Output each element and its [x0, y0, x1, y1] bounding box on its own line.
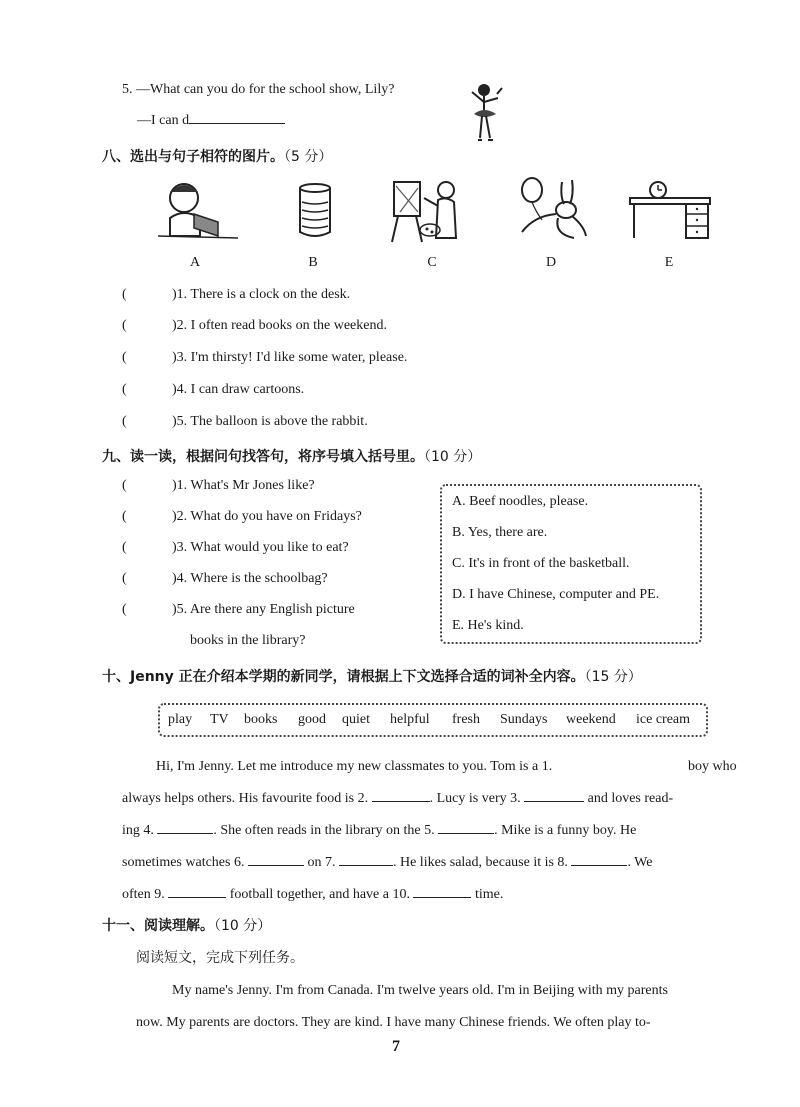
- section9-question-continuation: books in the library?: [190, 633, 306, 648]
- boy-reading-icon: [158, 178, 238, 242]
- answer-option-d: D. I have Chinese, computer and PE.: [452, 587, 660, 602]
- passage-text: . Lucy is very 3.: [429, 791, 521, 806]
- page-number: 7: [392, 1038, 400, 1055]
- passage-text: sometimes watches 6.: [122, 855, 245, 870]
- section8-item: [122, 350, 407, 366]
- section8-heading: [102, 146, 332, 166]
- clock-on-desk-icon: [628, 180, 712, 240]
- picture-label-c: C: [427, 255, 437, 270]
- section11-title: 十一、阅读理解。: [102, 918, 214, 934]
- word-bank-word: Sundays: [500, 712, 548, 727]
- question-text: )1. What's Mr Jones like?: [172, 478, 315, 493]
- passage-text: always helps others. His favourite food is 2.: [122, 791, 369, 806]
- section8-item: [122, 287, 350, 303]
- item-text: )1. There is a clock on the desk.: [172, 287, 351, 302]
- word-bank-word: ice cream: [636, 712, 691, 727]
- word-bank-word: books: [244, 712, 278, 727]
- reading-line-2: now. My parents are doctors. They are kind. I have many Chinese friends. We often play to-: [136, 1015, 651, 1030]
- answer-paren[interactable]: (: [122, 382, 127, 397]
- question-text: )5. Are there any English picture: [172, 602, 355, 617]
- passage-line-end: boy who: [688, 759, 737, 774]
- section8-item: [122, 414, 368, 430]
- section8-score: （5 分）: [284, 149, 333, 165]
- picture-label-e: E: [664, 255, 674, 270]
- reading-line-1: My name's Jenny. I'm from Canada. I'm twelve years old. I'm in Beijing with my parents: [172, 983, 668, 998]
- answer-paren[interactable]: (: [122, 287, 127, 302]
- blank-8[interactable]: [571, 864, 627, 866]
- passage-text: . She often reads in the library on the 5.: [213, 823, 435, 838]
- passage-text: on 7.: [307, 855, 336, 870]
- blank-5[interactable]: [438, 832, 494, 834]
- q5-question: 5. —What can you do for the school show, Lily?: [122, 82, 395, 97]
- passage-line: [122, 855, 653, 871]
- q5-answer-line: [137, 113, 285, 129]
- passage-line: [122, 791, 673, 807]
- item-text: )4. I can draw cartoons.: [172, 382, 305, 397]
- blank-4[interactable]: [157, 832, 213, 834]
- section9-question: [122, 571, 328, 587]
- passage-text: ing 4.: [122, 823, 154, 838]
- blank-3[interactable]: [524, 800, 584, 802]
- blank-7[interactable]: [339, 864, 393, 866]
- word-bank-box: [158, 703, 708, 737]
- section10-title: 十、Jenny 正在介绍本学期的新同学，请根据上下文选择合适的词补全内容。: [102, 669, 585, 685]
- question-text: )2. What do you have on Fridays?: [172, 509, 362, 524]
- picture-label-d: D: [545, 255, 557, 270]
- answer-option-b: B. Yes, there are.: [452, 525, 548, 540]
- passage-line: [122, 887, 503, 903]
- balloon-rabbit-icon: [514, 176, 588, 244]
- dancing-girl-icon: [466, 80, 506, 148]
- q5-blank[interactable]: [189, 122, 285, 124]
- passage-text: often 9.: [122, 887, 165, 902]
- word-bank-word: fresh: [452, 712, 480, 727]
- section11-score: （10 分）: [214, 918, 272, 934]
- section9-question: [122, 540, 349, 556]
- passage-text: . Mike is a funny boy. He: [494, 823, 637, 838]
- section10-heading: [102, 666, 642, 686]
- item-text: )2. I often read books on the weekend.: [172, 318, 387, 333]
- answer-paren[interactable]: (: [122, 478, 127, 493]
- glass-of-water-icon: [296, 182, 334, 240]
- q5-answer-prefix: —I can d: [137, 113, 190, 128]
- passage-text: . He likes salad, because it is 8.: [392, 855, 568, 870]
- word-bank-word: play: [168, 712, 193, 727]
- passage-text: and loves read-: [587, 791, 674, 806]
- section9-question: [122, 478, 315, 494]
- word-bank-word: weekend: [566, 712, 616, 727]
- item-text: )5. The balloon is above the rabbit.: [172, 414, 368, 429]
- passage-text: time.: [474, 887, 504, 902]
- answer-paren[interactable]: (: [122, 540, 127, 555]
- passage-text: football together, and have a 10.: [229, 887, 410, 902]
- section10-score: （15 分）: [584, 669, 642, 685]
- section9-heading: [102, 446, 481, 466]
- answer-paren[interactable]: (: [122, 318, 127, 333]
- word-bank-word: helpful: [390, 712, 430, 727]
- section9-question: [122, 602, 355, 618]
- answer-paren[interactable]: (: [122, 414, 127, 429]
- passage-line: [122, 823, 636, 839]
- section8-item: [122, 318, 387, 334]
- answer-option-e: E. He's kind.: [452, 618, 524, 633]
- word-bank-word: quiet: [342, 712, 370, 727]
- item-text: )3. I'm thirsty! I'd like some water, please.: [172, 350, 408, 365]
- girl-painting-icon: [390, 176, 466, 244]
- answer-paren[interactable]: (: [122, 350, 127, 365]
- blank-6[interactable]: [248, 864, 304, 866]
- blank-10[interactable]: [413, 896, 471, 898]
- word-bank-word: good: [298, 712, 326, 727]
- word-bank-word: TV: [210, 712, 229, 727]
- passage-line: [156, 759, 552, 775]
- section11-instruction: 阅读短文，完成下列任务。: [136, 950, 304, 966]
- picture-label-a: A: [189, 255, 201, 270]
- section8-item: [122, 382, 304, 398]
- answer-paren[interactable]: (: [122, 571, 127, 586]
- section9-title: 九、读一读，根据问句找答句，将序号填入括号里。: [102, 449, 424, 465]
- passage-text: Hi, I'm Jenny. Let me introduce my new classmates to you. Tom is a 1.: [156, 759, 553, 774]
- question-text: )4. Where is the schoolbag?: [172, 571, 328, 586]
- answer-option-c: C. It's in front of the basketball.: [452, 556, 630, 571]
- answer-options-box: [440, 484, 702, 644]
- section9-score: （10 分）: [424, 449, 482, 465]
- answer-option-a: A. Beef noodles, please.: [452, 494, 589, 509]
- picture-label-b: B: [308, 255, 318, 270]
- answer-paren[interactable]: (: [122, 602, 127, 617]
- blank-2[interactable]: [372, 800, 430, 802]
- section8-title: 八、选出与句子相符的图片。: [102, 149, 284, 165]
- blank-9[interactable]: [168, 896, 226, 898]
- passage-text: . We: [627, 855, 653, 870]
- section9-question: [122, 509, 362, 525]
- section11-heading: [102, 915, 271, 935]
- question-text: )3. What would you like to eat?: [172, 540, 349, 555]
- answer-paren[interactable]: (: [122, 509, 127, 524]
